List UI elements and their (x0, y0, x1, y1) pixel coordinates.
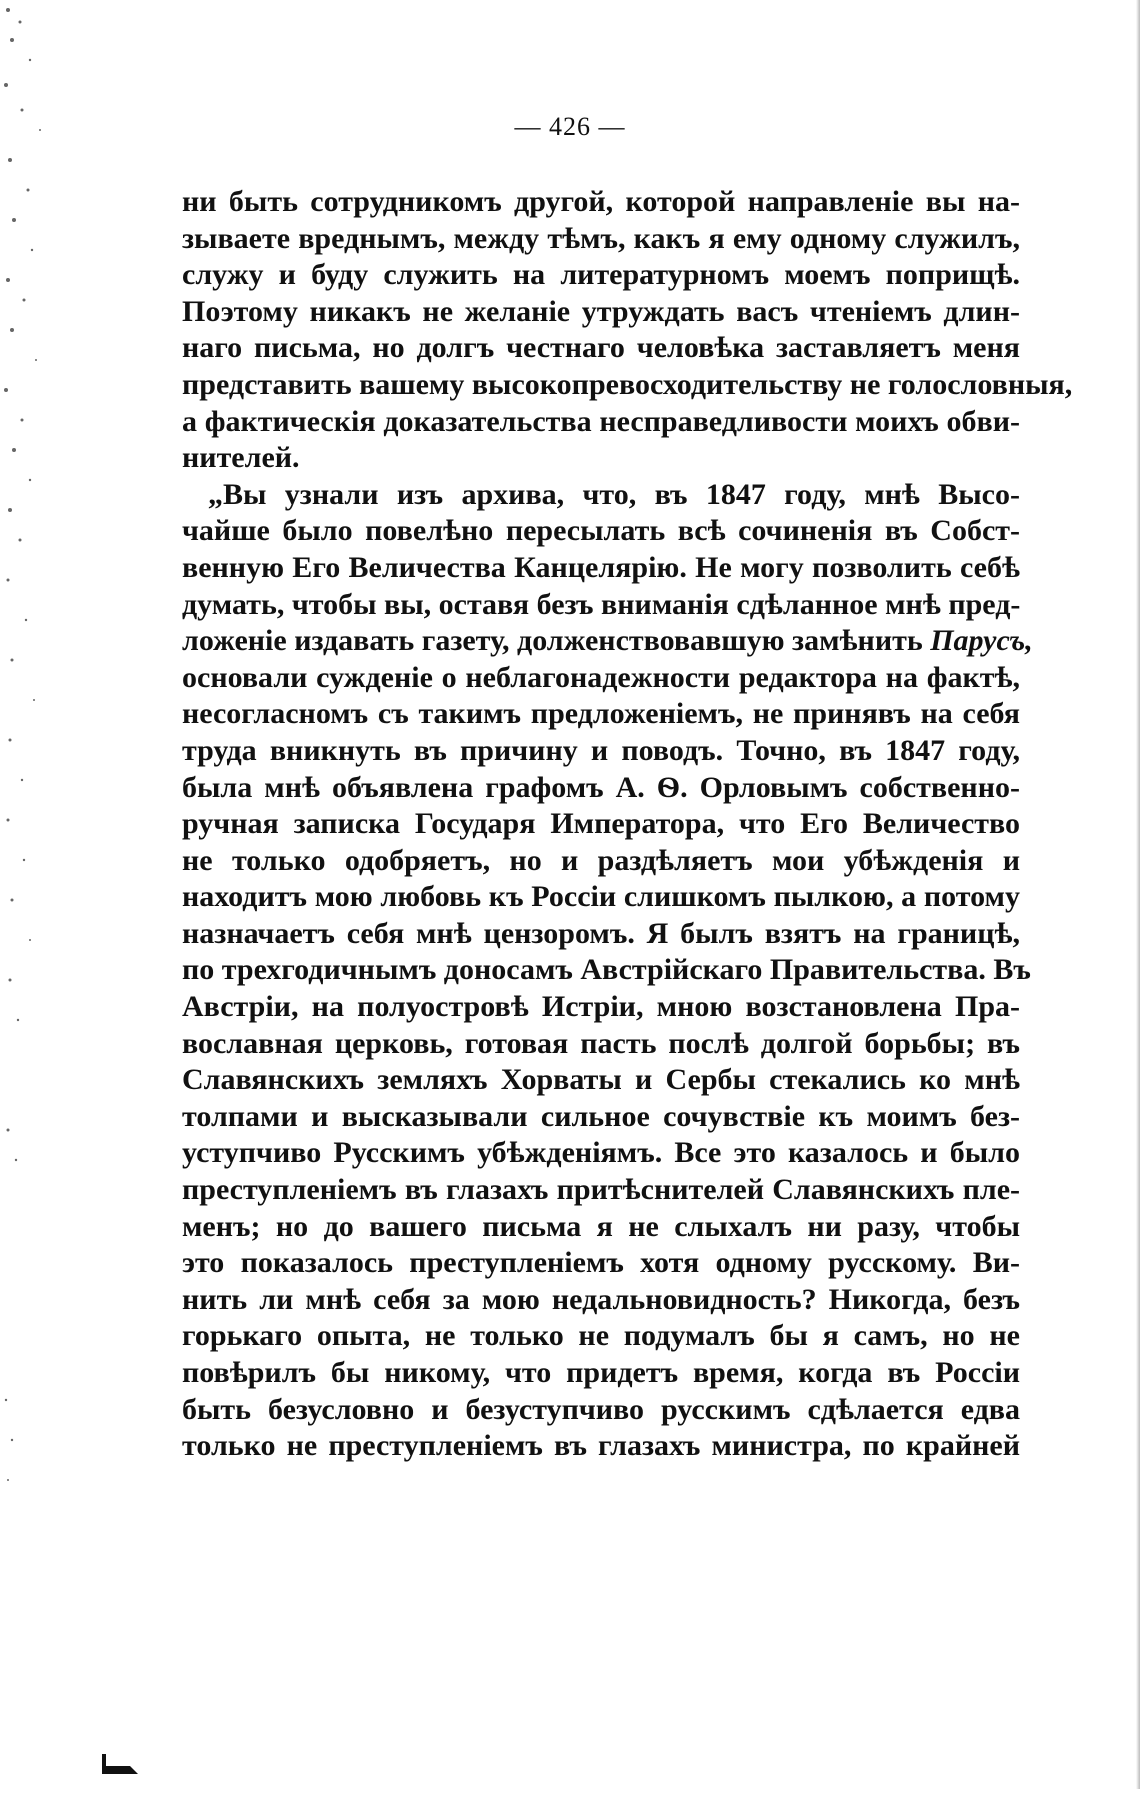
text-line: думать, чтобы вы, оставя безъ вниманія сдѣланное мнѣ пред- (182, 587, 1021, 621)
text-line: быть безусловно и безуступчиво русскимъ сдѣлается едва (182, 1392, 1020, 1426)
text-line: представить вашему высокопревосходительству не голословныя, (182, 367, 1073, 401)
text-line: преступленіемъ въ глазахъ притѣснителей Славянскихъ пле- (182, 1173, 1020, 1207)
text-line: ручная записка Государя Императора, что Его Величество (182, 807, 1020, 841)
text-line: менъ; но до вашего письма я не слыхалъ ни разу, чтобы (182, 1209, 1020, 1243)
text-line: горькаго опыта, не только не подумалъ бы я самъ, но не (182, 1319, 1020, 1353)
text-line: служу и буду служить на литературномъ моемъ поприщѣ. (182, 258, 1020, 292)
text-line: несогласномъ съ такимъ предложеніемъ, не принявъ на себя (182, 697, 1020, 731)
text-line-with-italic (182, 623, 1033, 660)
scan-margin-noise (0, 0, 60, 1789)
text-line: зываете вреднымъ, между тѣмъ, какъ я ему одному служилъ, (182, 221, 1020, 255)
text-line: была мнѣ объявлена графомъ А. Ѳ. Орловымъ собственно- (182, 770, 1020, 804)
text-line: назначаетъ себя мнѣ цензоромъ. Я былъ взятъ на границѣ, (182, 916, 1020, 950)
text-line: вославная церковь, готовая пасть послѣ долгой борьбы; въ (182, 1026, 1020, 1060)
text-line: Славянскихъ земляхъ Хорваты и Сербы стекались ко мнѣ (182, 1063, 1020, 1097)
text-line: по трехгодичнымъ доносамъ Австрійскаго Правительства. Въ (182, 953, 1031, 987)
text-line: это показалось преступленіемъ хотя одному русскому. Ви- (182, 1246, 1020, 1280)
text-line: ни быть сотрудникомъ другой, которой направленіе вы на- (182, 185, 1020, 218)
text-line: уступчиво Русскимъ убѣжденіямъ. Все это казалось и было (182, 1136, 1020, 1170)
text-line: а фактическія доказательства несправедливости моихъ обви- (182, 404, 1020, 438)
italic-title-parus: Парусъ, (930, 624, 1033, 658)
text-line: „Вы узнали изъ архива, что, въ 1847 году, мнѣ Высо- (208, 477, 1020, 511)
text-line: чайше было повелѣно пересылать всѣ сочиненія въ Собст- (182, 514, 1020, 548)
page-number: — 426 — (514, 112, 626, 141)
text-line: повѣрилъ бы никому, что придетъ время, когда въ Россіи (182, 1356, 1020, 1389)
text-line: находитъ мою любовь къ Россіи слишкомъ пылкою, а потому (182, 880, 1020, 914)
text-line: толпами и высказывали сильное сочувствіе къ моимъ без- (182, 1099, 1020, 1133)
page-right-edge-shadow (1136, 0, 1140, 1789)
text-line: Австріи, на полуостровѣ Истріи, мною возстановлена Пра- (182, 990, 1020, 1024)
text-segment: ложеніе издавать газету, долженствовавшую замѣнить (182, 624, 931, 658)
text-line: наго письма, но долгъ честнаго человѣка заставляетъ меня (182, 331, 1020, 365)
scan-corner-mark (100, 1752, 140, 1776)
text-line: нить ли мнѣ себя за мою недальновидность? Никогда, безъ (182, 1282, 1020, 1316)
text-line: нителей. (182, 441, 300, 475)
text-line: основали сужденіе о неблагонадежности редактора на фактѣ, (182, 660, 1020, 694)
scan-noise-graphic (0, 0, 60, 1789)
text-line: труда вникнуть въ причину и поводъ. Точно, въ 1847 году, (182, 733, 1020, 767)
text-line: только не преступленіемъ въ глазахъ министра, по крайней (182, 1429, 1020, 1463)
text-line: Поэтому никакъ не желаніе утруждать васъ чтеніемъ длин- (182, 294, 1020, 328)
text-line: не только одобряетъ, но и раздѣляетъ мои убѣжденія и (182, 843, 1020, 877)
body-text (182, 184, 1073, 1465)
text-line: венную Его Величества Канцелярію. Не могу позволить себѣ (182, 550, 1020, 584)
